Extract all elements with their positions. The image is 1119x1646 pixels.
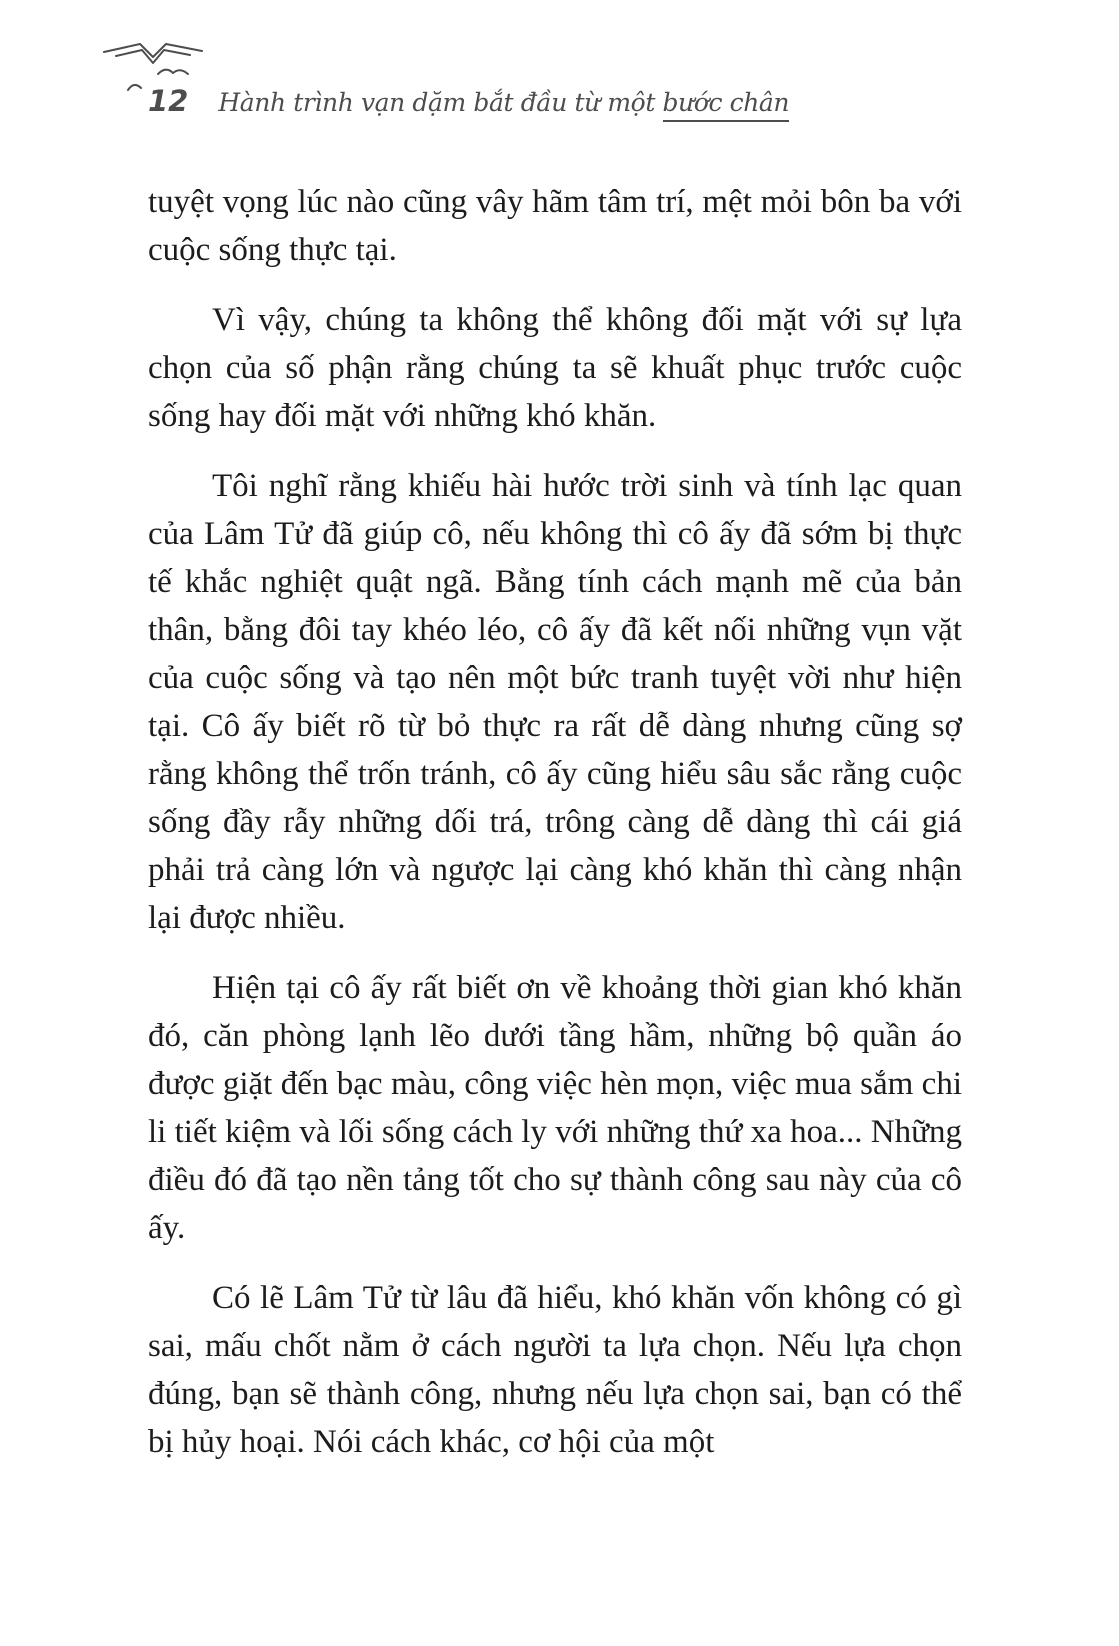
body-paragraph: Có lẽ Lâm Tử từ lâu đã hiểu, khó khăn vốn không có gì sai, mấu chốt nằm ở cách người ta lựa chọn. Nếu lựa chọn đúng, bạn sẽ thành công, nhưng nếu lựa chọn sai, bạn có thể bị hủy hoại. Nói cách khác, cơ hội của một (148, 1280, 962, 1460)
body-paragraph: Tôi nghĩ rằng khiếu hài hước trời sinh và tính lạc quan của Lâm Tử đã giúp cô, nếu không thì cô ấy đã sớm bị thực tế khắc nghiệt quật ngã. Bằng tính cách mạnh mẽ của bản thân, bằng đôi tay khéo léo, cô ấy đã kết nối những vụn vặt của cuộc sống và tạo nên một bức tranh tuyệt vời như hiện tại. Cô ấy biết rõ từ bỏ thực ra rất dễ dàng nhưng cũng sợ rằng không thể trốn tránh, cô ấy cũng hiểu sâu sắc rằng cuộc sống đầy rẫy những dối trá, trông càng dễ dàng thì cái giá phải trả càng lớn và ngược lại càng khó khăn thì càng nhận lại được nhiều. (148, 468, 962, 936)
body-paragraph: tuyệt vọng lúc nào cũng vây hãm tâm trí, mệt mỏi bôn ba với cuộc sống thực tại. (148, 184, 962, 268)
body-paragraph: Vì vậy, chúng ta không thể không đối mặt với sự lựa chọn của số phận rằng chúng ta sẽ khuất phục trước cuộc sống hay đối mặt với những khó khăn. (148, 302, 962, 434)
body-text-block (148, 178, 962, 1488)
body-paragraph: Hiện tại cô ấy rất biết ơn về khoảng thời gian khó khăn đó, căn phòng lạnh lẽo dưới tầng hầm, những bộ quần áo được giặt đến bạc màu, công việc hèn mọn, việc mua sắm chi li tiết kiệm và lối sống cách ly với những thứ xa hoa... Những điều đó đã tạo nền tảng tốt cho sự thành công sau này của cô ấy. (148, 970, 962, 1246)
running-title-text: Hành trình vạn dặm bắt đầu từ một (218, 88, 663, 117)
page-number: 12 (148, 84, 189, 118)
running-head (148, 84, 789, 118)
page-header (96, 36, 996, 126)
running-title-underlined-text: bước chân (663, 88, 790, 122)
running-title (218, 88, 789, 117)
